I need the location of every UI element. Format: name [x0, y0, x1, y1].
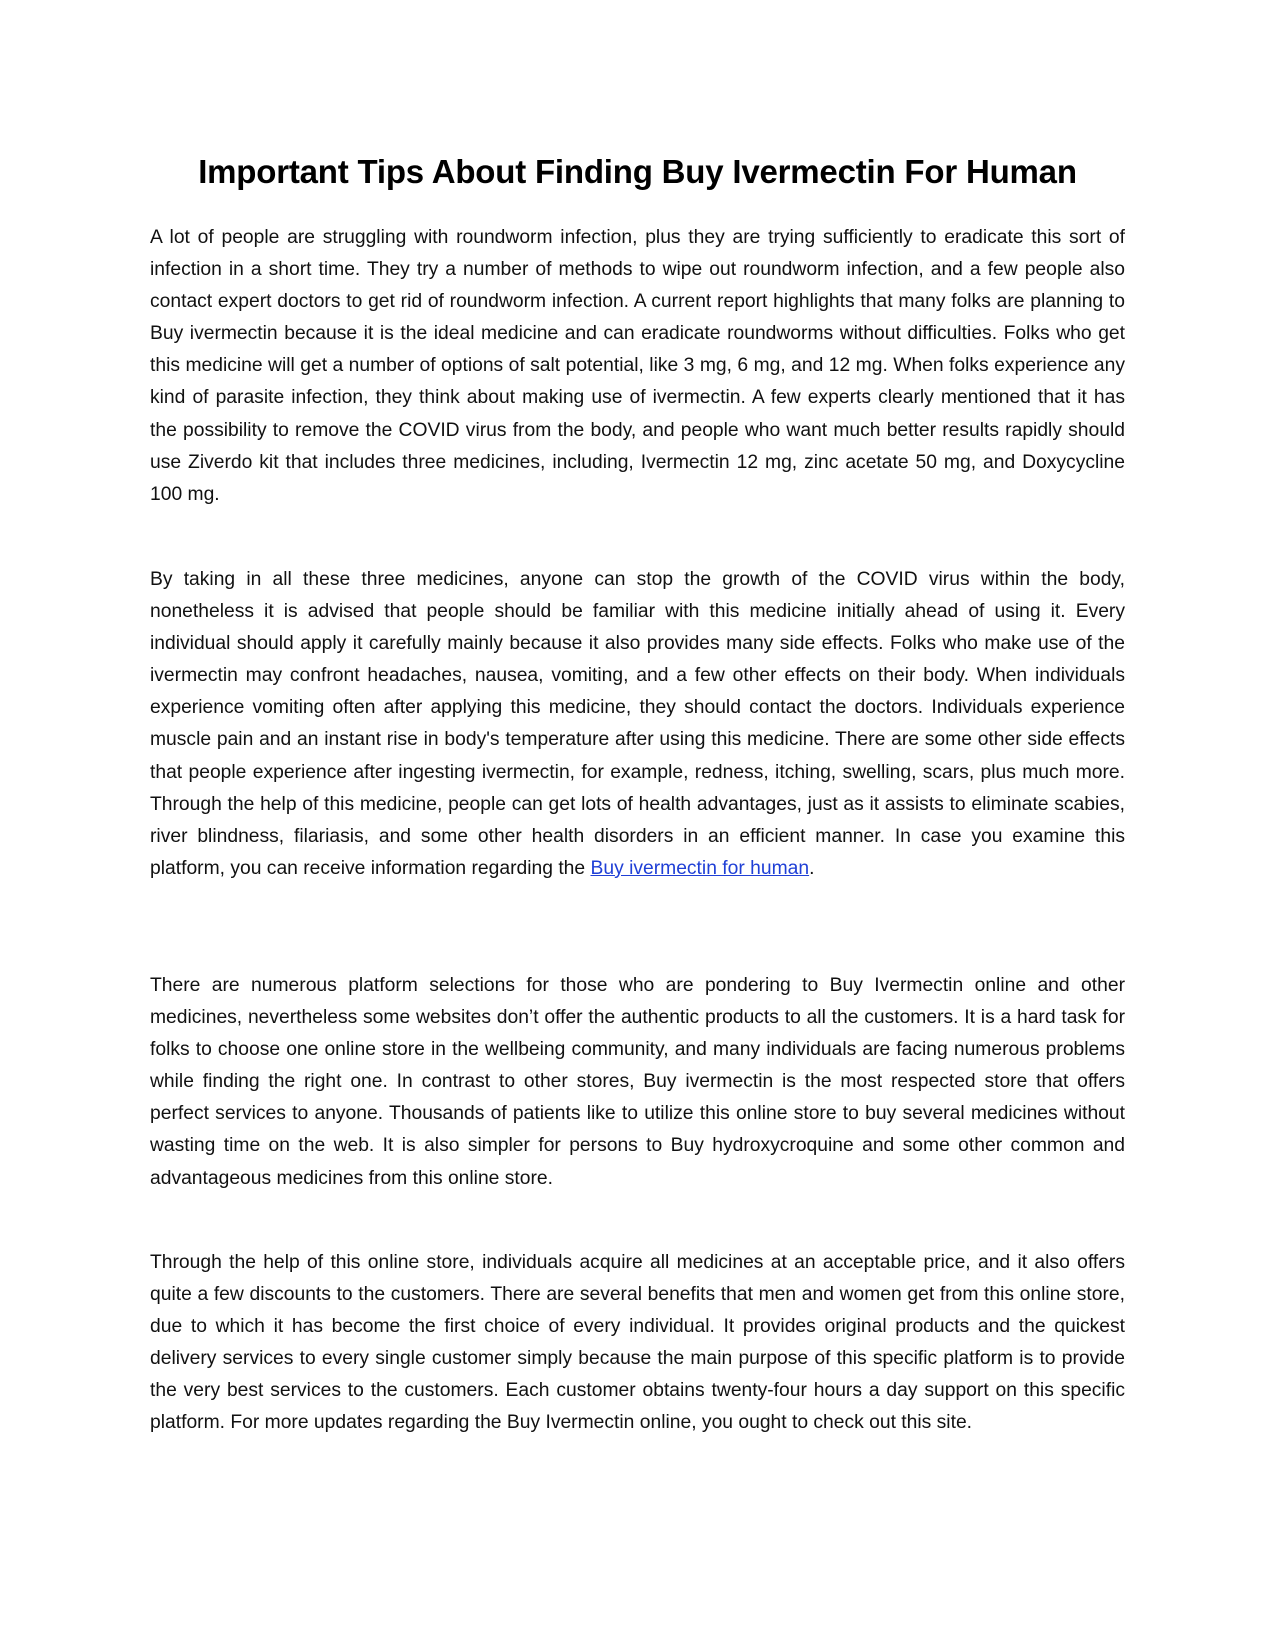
- paragraph-platforms: There are numerous platform selections for those who are pondering to Buy Ivermectin online and other medicines, nevertheless some websites don’t offer the authentic products to all the customers. It is a hard task for folks to choose one online store in the wellbeing community, and many individuals are facing numerous problems while finding the right one. In contrast to other stores, Buy ivermectin is the most respected store that offers perfect services to anyone. Thousands of patients like to utilize this online store to buy several medicines without wasting time on the web. It is also simpler for persons to Buy hydroxycroquine and some other common and advantageous medicines from this online store.: [150, 975, 1125, 1189]
- buy-ivermectin-link[interactable]: Buy ivermectin for human: [590, 857, 810, 879]
- paragraph-side-effects-end: .: [809, 857, 815, 879]
- paragraph-side-effects: [150, 564, 1125, 885]
- paragraph-online-store: Through the help of this online store, individuals acquire all medicines at an acceptable price, and it also offers quite a few discounts to the customers. There are several benefits that men and women get from this online store, due to which it has become the first choice of every individual. It provides original products and the quickest delivery services to every single customer simply because the main purpose of this specific platform is to provide the very best services to the customers. Each customer obtains twenty-four hours a day support on this specific platform. For more updates regarding the Buy Ivermectin online, you ought to check out this site.: [150, 1252, 1125, 1434]
- document-title: Important Tips About Finding Buy Ivermectin For Human: [198, 153, 1077, 190]
- paragraph-intro: A lot of people are struggling with roundworm infection, plus they are trying sufficiently to eradicate this sort of infection in a short time. They try a number of methods to wipe out roundworm infection, and a few people also contact expert doctors to get rid of roundworm infection. A current report highlights that many folks are planning to Buy ivermectin because it is the ideal medicine and can eradicate roundworms without difficulties. Folks who get this medicine will get a number of options of salt potential, like 3 mg, 6 mg, and 12 mg. When folks experience any kind of parasite infection, they think about making use of ivermectin. A few experts clearly mentioned that it has the possibility to remove the COVID virus from the body, and people who want much better results rapidly should use Ziverdo kit that includes three medicines, including, Ivermectin 12 mg, zinc acetate 50 mg, and Doxycycline 100 mg.: [150, 227, 1125, 505]
- paragraph-side-effects-text: By taking in all these three medicines, anyone can stop the growth of the COVID virus within the body, nonetheless it is advised that people should be familiar with this medicine initially ahead of using it. Every individual should apply it carefully mainly because it also provides many side effects. Folks who make use of the ivermectin may confront headaches, nausea, vomiting, and a few other effects on their body. When individuals experience vomiting often after applying this medicine, they should contact the doctors. Individuals experience muscle pain and an instant rise in body's temperature after using this medicine. There are some other side effects that people experience after ingesting ivermectin, for example, redness, itching, swelling, scars, plus much more. Through the help of this medicine, people can get lots of health advantages, just as it assists to eliminate scabies, river blindness, filariasis, and some other health disorders in an efficient manner. In case you examine this platform, you can receive information regarding the: [150, 569, 1125, 879]
